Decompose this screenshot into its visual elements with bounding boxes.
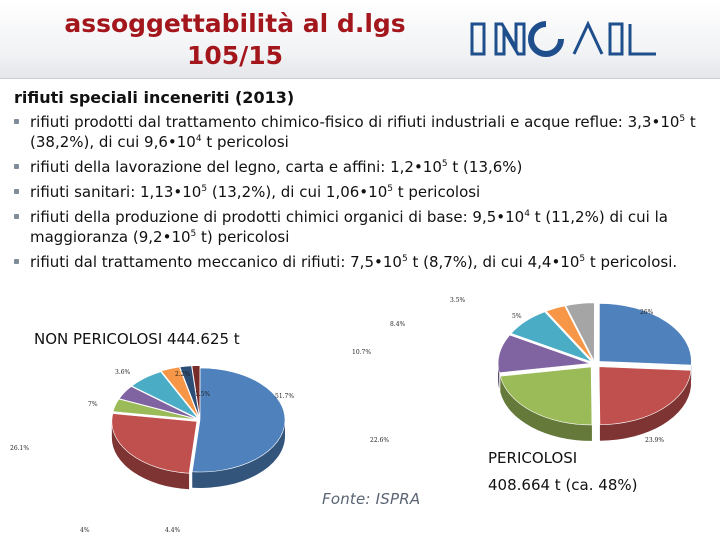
bullet-icon xyxy=(14,189,19,194)
section-subtitle: rifiuti speciali inceneriti (2013) xyxy=(14,88,295,107)
bullet-icon xyxy=(14,164,19,169)
pie-slice-label: 5% xyxy=(512,313,522,320)
logo-letter-c xyxy=(531,24,561,54)
pie-slice-label: 3.5% xyxy=(450,297,466,304)
bullet-item: rifiuti della lavorazione del legno, carta e affini: $1,2•10^5$ t (13,6%) xyxy=(14,157,704,177)
pie-slice-label: 10.7% xyxy=(352,349,372,356)
bullet-item: rifiuti prodotti dal trattamento chimico-fisico di rifiuti industriali e acque reflue: $3,3•10^5$ t (38,2%), di cui $9,6•10^4$ t pericolosi xyxy=(14,112,704,152)
bullet-list xyxy=(14,112,704,277)
pie-slice-label: 22.6% xyxy=(370,437,390,444)
title-bar xyxy=(0,0,720,79)
pie-slice-label: 8.4% xyxy=(390,321,406,328)
logo-letter-l xyxy=(630,24,656,54)
pie-slice-label: 51.7% xyxy=(275,393,295,400)
pericolosi-pie-chart xyxy=(340,292,720,462)
logo-letter-a xyxy=(574,24,602,54)
pie-slice-label: 3.6% xyxy=(115,369,131,376)
source-label: Fonte: ISPRA xyxy=(322,490,421,508)
bullet-item: rifiuti dal trattamento meccanico di rifiuti: $7,5•10^5$ t (8,7%), di cui $4,4•10^5$ t pericolosi. xyxy=(14,252,704,272)
pie-slice-label: 4.4% xyxy=(165,527,181,534)
bullet-item: rifiuti sanitari: $1,13•10^5$ (13,2%), di cui $1,06•10^5$ t pericolosi xyxy=(14,182,704,202)
pie-slice-label: 26.1% xyxy=(10,445,30,452)
bullet-icon xyxy=(14,214,19,219)
title-line-1: assoggettabilità al d.lgs xyxy=(64,9,406,38)
logo-letter-n xyxy=(496,24,524,54)
bullet-icon xyxy=(14,119,19,124)
pie-slice-label: 1.5% xyxy=(195,391,211,398)
bullet-item: rifiuti della produzione di prodotti chimici organici di base: $9,5•10^4$ t (11,2%) di cui la maggioranza ($9,2•10^5$ t) pericolosi xyxy=(14,207,704,247)
title-line-2: 105/15 xyxy=(186,41,284,70)
bullet-icon xyxy=(14,259,19,264)
pericolosi-amount-label: 408.664 t (ca. 48%) xyxy=(488,476,638,494)
slide-title xyxy=(40,8,430,72)
pie-slice-label: 23.9% xyxy=(645,437,665,444)
pie-slice xyxy=(500,367,592,425)
pie-slice-label: 26% xyxy=(640,309,654,316)
inail-logo xyxy=(466,18,666,60)
logo-letter-i xyxy=(472,24,484,54)
pie-slice-label: 7% xyxy=(88,401,98,408)
pie-slice-label: 4% xyxy=(80,527,90,534)
pie-slice-label: 2.2% xyxy=(175,371,191,378)
pie-slice xyxy=(599,367,691,425)
non-pericolosi-pie-chart xyxy=(0,350,330,540)
logo-letter-i2 xyxy=(610,24,622,54)
non-pericolosi-label: NON PERICOLOSI 444.625 t xyxy=(34,330,240,348)
pericolosi-label: PERICOLOSI xyxy=(488,449,578,467)
